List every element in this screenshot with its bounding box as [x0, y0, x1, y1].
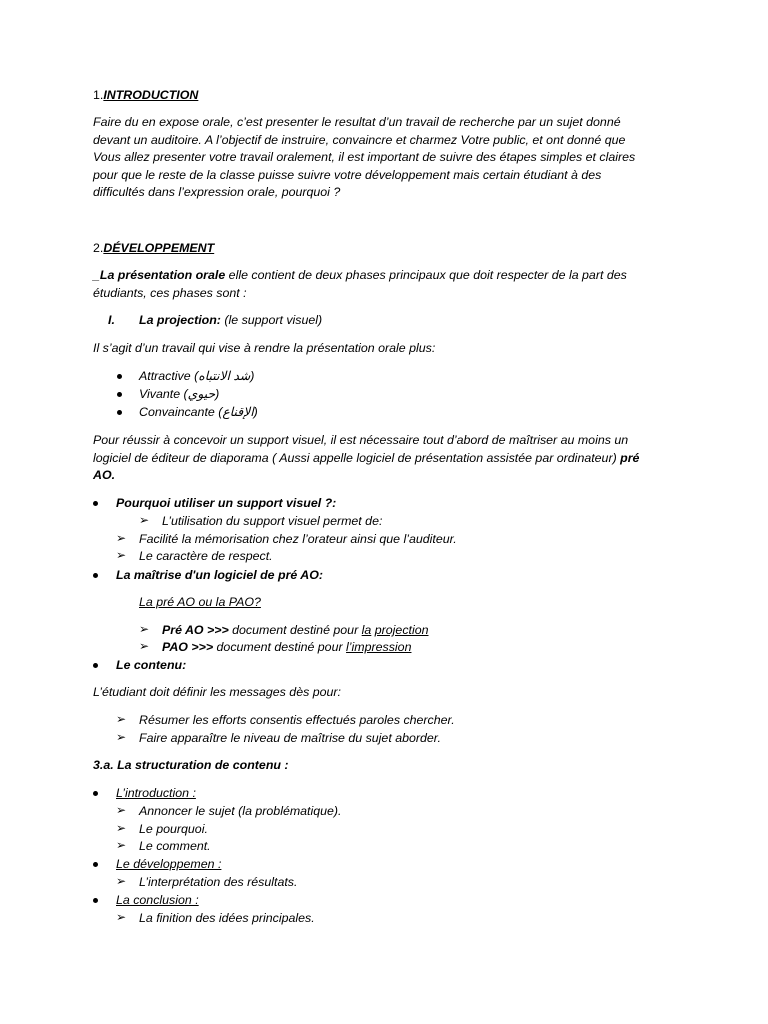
vise-line: Il s’agit d’un travail qui vise à rendre la présentation orale plus: — [93, 341, 436, 355]
pao-line — [162, 639, 411, 657]
arrow-bullet-icon: ➢ — [116, 821, 127, 835]
reussir-bold: pré — [620, 450, 640, 465]
intro-line: difficultés dans l’expression orale, pourquoi ? — [93, 185, 341, 200]
pao-underline: l’impression — [346, 640, 412, 654]
messages-line: L’étudiant doit définir les messages dès pour: — [93, 685, 341, 699]
bullet-icon — [117, 392, 122, 397]
lead-prefix: _ — [93, 268, 100, 282]
reussir-line: Pour réussir à concevoir un support visuel, il est nécessaire tout d’abord de maîtriser au moins un — [93, 433, 629, 447]
dev-heading — [93, 240, 214, 258]
arrow-bullet-icon: ➢ — [116, 730, 127, 744]
arrow-bullet-icon: ➢ — [116, 548, 127, 562]
pre-ao-line — [162, 622, 429, 640]
intro-paragraph — [93, 114, 683, 202]
bullet-icon — [93, 862, 98, 867]
lead-rest: elle contient de deux phases principaux que doit respecter de la part des — [225, 268, 627, 282]
quality-ar: (حيوي) — [183, 387, 220, 401]
struct-section-title: Le développemen : — [116, 857, 222, 871]
projection-line — [139, 312, 322, 330]
projection-rest: (le support visuel) — [220, 313, 323, 327]
contenu-title: Le contenu: — [116, 658, 187, 672]
pourquoi-item: L’utilisation du support visuel permet de: — [162, 514, 383, 528]
bullet-icon — [93, 573, 98, 578]
projection-bold: La projection: — [139, 313, 221, 327]
maitrise-title: La maîtrise d'un logiciel de pré AO: — [116, 568, 323, 582]
maitrise-subtitle: La pré AO ou la PAO? — [139, 595, 261, 609]
contenu-item: Faire apparaître le niveau de maîtrise du sujet aborder. — [139, 731, 441, 745]
intro-line: devant un auditoire. A l’objectif de instruire, convaincre et charmez Votre public, et ont donné que — [93, 132, 626, 147]
pre-ao-rest: document destiné pour — [228, 623, 362, 637]
intro-line: Vous allez presenter votre travail oralement, il est important de suivre des étapes simples et claires — [93, 150, 636, 165]
reussir-line — [93, 450, 683, 468]
arrow-bullet-icon: ➢ — [116, 910, 127, 924]
bullet-icon — [117, 410, 122, 415]
arrow-bullet-icon: ➢ — [116, 712, 127, 726]
bullet-icon — [93, 501, 98, 506]
intro-heading — [93, 87, 198, 105]
arrow-bullet-icon: ➢ — [116, 838, 127, 852]
quality-fr: Convaincante — [139, 405, 219, 419]
dev-heading-text: DÉVELOPPEMENT — [103, 241, 215, 255]
roman-numeral: I. — [108, 313, 115, 327]
quality-ar: (الإقناع) — [218, 405, 258, 419]
bullet-icon — [117, 374, 122, 379]
pao-bold: PAO >>> — [162, 640, 214, 654]
struct-item: Annoncer le sujet (la problématique). — [139, 804, 342, 818]
quality-item — [139, 386, 219, 404]
intro-line: pour que le reste de la classe puisse suivre votre développement mais certain étudiant à des — [93, 167, 602, 182]
lead-bold: La présentation orale — [99, 268, 226, 282]
contenu-item: Résumer les efforts consentis effectués paroles chercher. — [139, 713, 455, 727]
arrow-bullet-icon: ➢ — [139, 622, 150, 636]
arrow-bullet-icon: ➢ — [116, 874, 127, 888]
intro-heading-text: INTRODUCTION — [103, 88, 199, 102]
bullet-icon — [93, 898, 98, 903]
pre-ao-bold: Pré AO >>> — [162, 623, 229, 637]
dev-lead-line2: étudiants, ces phases sont : — [93, 286, 247, 300]
intro-line: Faire du en expose orale, c’est presenter le resultat d’un travail de recherche par un sujet donné — [93, 115, 621, 129]
quality-ar: (شد الانتباه) — [194, 369, 255, 383]
struct-section-title: La conclusion : — [116, 893, 199, 907]
struct-item: La finition des idées principales. — [139, 911, 315, 925]
arrow-bullet-icon: ➢ — [139, 639, 150, 653]
bullet-icon — [93, 663, 98, 668]
pao-rest: document destiné pour — [213, 640, 347, 654]
reussir-paragraph — [93, 432, 683, 485]
struct-section-title: L’introduction : — [116, 786, 196, 800]
pourquoi-item: Le caractère de respect. — [139, 549, 273, 563]
struct-item: Le pourquoi. — [139, 822, 208, 836]
pourquoi-title: Pourquoi utiliser un support visuel ?: — [116, 496, 337, 510]
arrow-bullet-icon: ➢ — [139, 513, 150, 527]
intro-number: 1. — [93, 88, 104, 102]
bullet-icon — [93, 791, 98, 796]
dev-number: 2. — [93, 241, 104, 255]
quality-fr: Vivante — [139, 387, 184, 401]
arrow-bullet-icon: ➢ — [116, 803, 127, 817]
quality-item — [139, 404, 258, 422]
quality-fr: Attractive — [139, 369, 195, 383]
arrow-bullet-icon: ➢ — [116, 531, 127, 545]
struct-item: L’interprétation des résultats. — [139, 875, 298, 889]
reussir-line: AO. — [93, 468, 116, 483]
reussir-text: logiciel de éditeur de diaporama ( Aussi appelle logiciel de présentation assistée par ordinateur) — [93, 450, 621, 465]
pre-ao-underline: la — [361, 623, 372, 637]
quality-item — [139, 368, 254, 386]
struct-item: Le comment. — [139, 839, 211, 853]
dev-lead — [93, 267, 627, 285]
struct-heading: 3.a. La structuration de contenu : — [93, 758, 289, 772]
pourquoi-item: Facilité la mémorisation chez l’orateur ainsi que l’auditeur. — [139, 532, 457, 546]
pre-ao-underline: projection — [374, 623, 429, 637]
